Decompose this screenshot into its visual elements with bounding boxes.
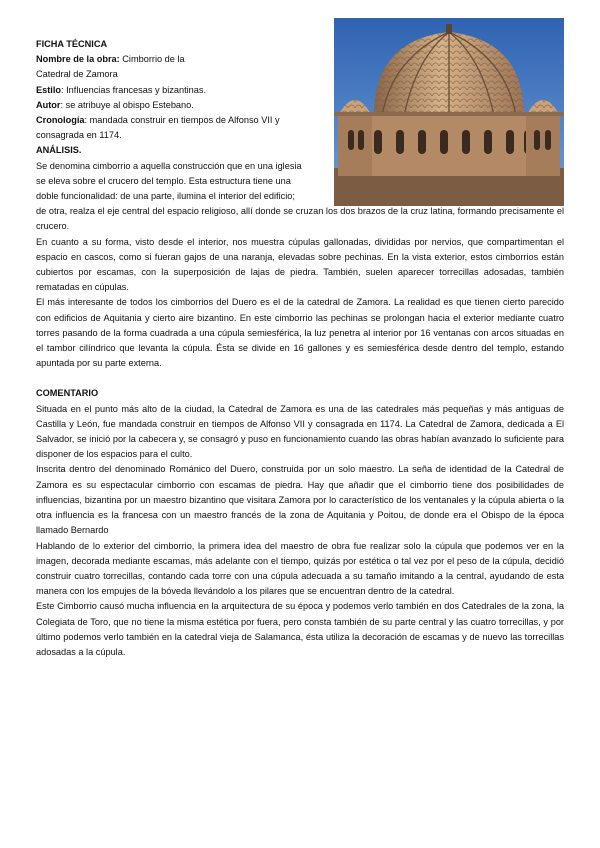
cronologia-line [36, 113, 330, 128]
autor-label: Autor [36, 99, 61, 110]
analisis-p1-rest: de otra, realza el eje central del espacio religioso, allí donde se cruzan los dos brazos de la cruz latina, formando precisamente el crucero. [36, 206, 564, 232]
analisis-p3: El más interesante de todos los cimborrios del Duero es el de la catedral de Zamora. La realidad es que tienen cierto parecido con edificios de Aquitania y cierto aire bizantino. En este cimborrio las pechinas se prolongan hacia el exterior mediante cuatro torres pasando de la forma cuadrada a una cúpula semiesférica, la luz penetra al interior por 16 ventanas con arcos situadas en el tambor cilíndrico que levanta la cúpula. Ésta se divide en 16 gallones y es semiesférica desde dentro del templo, estando apuntada por su parte externa. [36, 297, 564, 369]
section-spacer [36, 371, 564, 386]
ficha-tecnica-heading: FICHA TÉCNICA [36, 39, 108, 49]
document-body [36, 37, 564, 660]
cronologia-label: Cronología [36, 115, 85, 126]
analisis-p2: En cuanto a su forma, visto desde el interior, nos muestra cúpulas gallonadas, divididas por nervios, que compartimentan el espacio en cascos, como si fueran gajos de una naranja, elevadas sobre pechinas. En la vista exterior, estos cimborrios están cubiertos por escamas, con la superposición de lajas de piedra. También, suelen aparecer torrecillas adosadas, también rematadas en cúpulas. [36, 236, 564, 293]
comentario-p3: Hablando de lo exterior del cimborrio, la primera idea del maestro de obra fue realizar solo la cúpula que podemos ver en la imagen, decorada mediante escamas, más adelante con el tiempo, quizás por estética o tal vez por el peso de la cúpula, decidió construir cuatro torrecillas, contando cada torre con una cúpula adecuada a su tamaño imitando a la central, ayudando de esta manera con los empujes de la bóveda llevándolo a los pilares que se encuentran dentro de la catedral. [36, 540, 564, 597]
autor-value: : se atribuye al obispo Estebano. [60, 99, 194, 110]
obra-line-2: Catedral de Zamora [36, 69, 118, 80]
analisis-p1-line-2: se eleva sobre el crucero del templo. Esta estructura tiene una [36, 175, 291, 186]
cronologia-line-2: consagrada en 1174. [36, 130, 122, 141]
analisis-heading: ANÁLISIS. [36, 145, 82, 156]
obra-label: Nombre de la obra: [36, 54, 120, 65]
obra-value: Cimborrio de la [122, 54, 185, 65]
comentario-p2: Inscrita dentro del denominado Románico del Duero, construida por un solo maestro. La seña de identidad de la Catedral de Zamora es su espectacular cimborrio con escamas de piedra. Hay que añadir que el cimborrio tiene dos posibilidades de influencias, bizantina por un maestro bizantino que visitara Zamora por lo característico de los ventanales y la cúpula abierta o la otra influencia es la francesa con un maestro francés de la zona de Aquitania y Poitou, de donde era el Obispo de la época llamado Bernardo [36, 464, 564, 536]
comentario-heading: COMENTARIO [36, 388, 99, 399]
comentario-p4: Este Cimborrio causó mucha influencia en la arquitectura de su época y podemos verlo también en dos Catedrales de la zona, la Colegiata de Toro, que no tiene la misma estética por fuera, pero consta también de su parte central y las cuatro torrecillas, y por último podemos verlo también en la catedral vieja de Salamanca, ésta utiliza la decoración de escamas y de nuevo las torrecillas adosadas a la cúpula. [36, 601, 564, 657]
estilo-value: : Influencias francesas y bizantinas. [61, 84, 207, 95]
estilo-label: Estilo [36, 84, 62, 95]
cronologia-value: : mandada construir en tiempos de Alfonso VII y [84, 115, 280, 126]
comentario-p1: Situada en el punto más alto de la ciudad, la Catedral de Zamora es una de las catedrales más pequeñas y más antiguas de Castilla y León, fue mandada construir en tiempos de Alfonso VII y consagrada en 1174. La Catedral de Zamora, dedicada a El Salvador, se inició por la cabecera y, se consagró y puso en funcionamiento cuando las obras habían avanzado lo suficiente para disponer de los espacios para el culto. [36, 403, 564, 460]
obra-line [36, 52, 330, 67]
autor-line [36, 98, 330, 113]
analisis-p1-line-3: doble funcionalidad: de una parte, ilumina el interior del edificio; [36, 191, 295, 202]
analisis-p1-line-1: Se denomina cimborrio a aquella construcción que en una iglesia [36, 160, 302, 171]
estilo-line [36, 83, 330, 98]
